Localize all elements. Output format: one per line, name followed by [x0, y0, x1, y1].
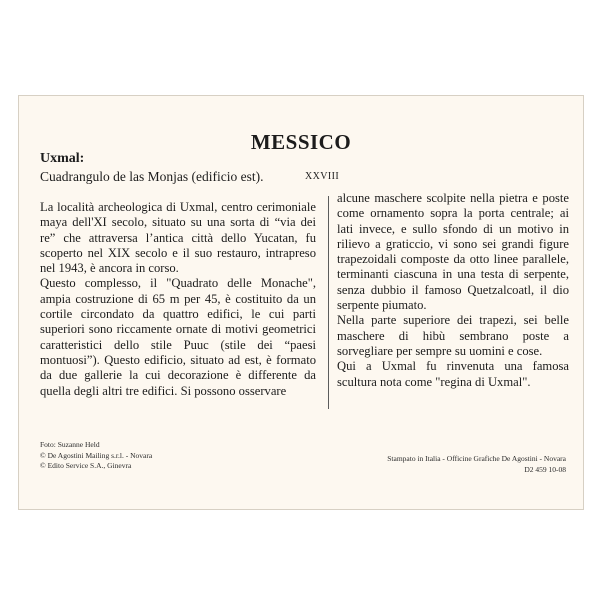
monument-subtitle: Cuadrangulo de las Monjas (edificio est).: [40, 169, 264, 184]
credit-line: © Edito Service S.A., Ginevra: [40, 461, 132, 470]
paragraph: Questo complesso, il "Quadrato delle Monache", ampia costruzione di 65 m per 45, è costituito da un cortile circondato da quattro edifici, le cui parti superiori sono riccamente ornate di motivi geometrici caratteristici dello stile Puuc (stile dei “paesi montuosi”). Questo edificio, situato ad est, è formato da due gallerie la cui decorazione è differente da quella degli altri tre edifici. Si possono osservare: [40, 276, 316, 398]
paragraph: Nella parte superiore dei trapezi, sei belle maschere di hibù sembrano poste a sorvegliare per sempre su uomini e cose.: [337, 313, 569, 358]
paragraph: Qui a Uxmal fu rinvenuta una famosa scultura nota come "regina di Uxmal".: [337, 359, 569, 389]
paragraph: La località archeologica di Uxmal, centro cerimoniale maya dell'XI secolo, situato su una sorta di “via dei re” che attraversa l’antica città dello Yucatan, fu scoperto nel XIX secolo e il suo restauro, intrapreso nel 1943, è ancora in corso.: [40, 200, 316, 276]
place-name: Uxmal:: [40, 151, 85, 166]
text-column-right: [337, 191, 569, 390]
photo-credits: [40, 440, 152, 472]
credit-line: Foto: Suzanne Held: [40, 440, 100, 449]
column-divider: [328, 196, 329, 409]
credit-line: © De Agostini Mailing s.r.l. - Novara: [40, 450, 153, 460]
printer-info: [387, 454, 566, 475]
printer-line: Stampato in Italia - Officine Grafiche De Agostini - Novara: [387, 454, 566, 463]
paragraph: alcune maschere scolpite nella pietra e poste come ornamento sopra la porta centrale; ai lati invece, e sullo sfondo di un motivo in rilievo a graticcio, vi sono sei grandi figure trapezoidali composte da otto linee parallele, terminanti ciascuna in una testa di serpente, senza dubbio il famoso Quetzalcoatl, il dio serpente piumato.: [337, 191, 569, 313]
text-column-left: [40, 200, 316, 399]
card-number: XXVIII: [305, 171, 340, 182]
postcard-back: [18, 95, 584, 510]
card-title: MESSICO: [250, 130, 352, 154]
printer-code: D2 459 10-08: [524, 464, 566, 474]
